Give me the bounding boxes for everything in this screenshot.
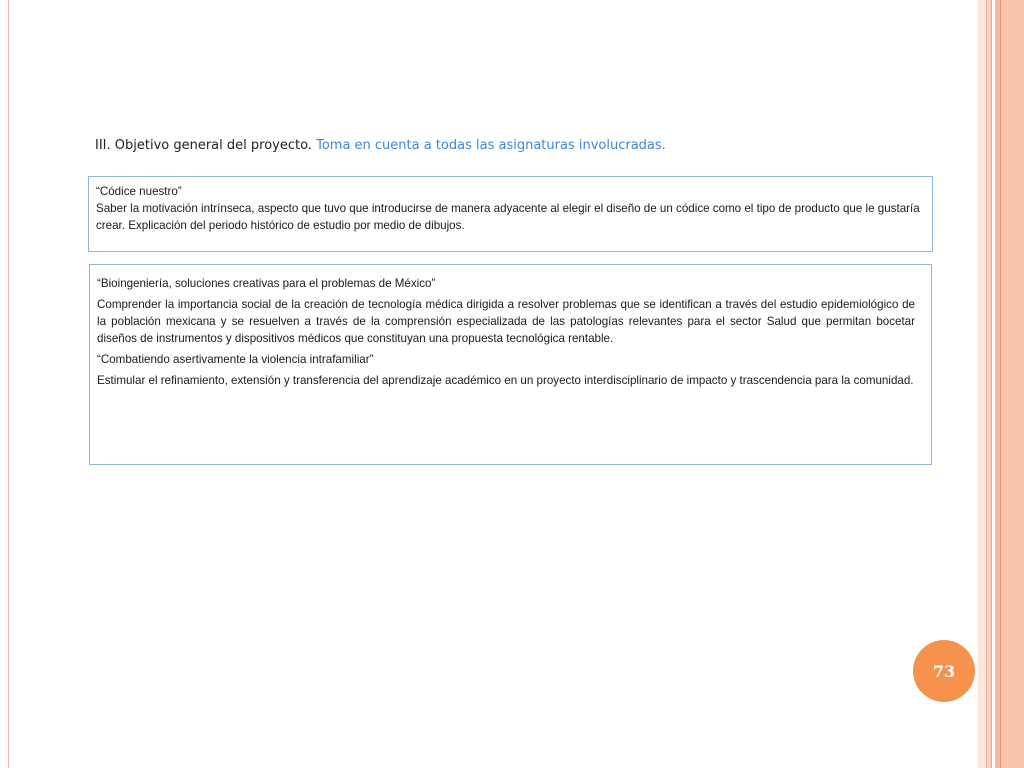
section-heading	[95, 138, 666, 153]
project-box-codice	[88, 176, 933, 252]
right-decorative-bands	[978, 0, 1024, 768]
project-description: Estimular el refinamiento, extensión y transferencia del aprendizaje académico en un proyecto interdisciplinario de impacto y trascendencia para la comunidad.	[97, 374, 914, 387]
project-title: “Bioingeniería, soluciones creativas para el problemas de México”	[97, 277, 436, 290]
heading-main-text: III. Objetivo general del proyecto.	[95, 138, 312, 153]
project-description: Comprender la importancia social de la creación de tecnología médica dirigida a resolver problemas que se identifican a través del estudio epidemiológico de la población mexicana y se resuelven a través de la comprensión especializada de las patologías relevantes para el sector Salud que permitan bocetar diseños de instrumentos y dispositivos médicos que constituyan una propuesta tecnológica rentable.	[97, 298, 915, 345]
project-description: Saber la motivación intrínseca, aspecto que tuvo que introducirse de manera adyacente al elegir el diseño de un códice como el tipo de producto que le gustaría crear. Explicación del periodo histórico de estudio por medio de dibujos.	[96, 202, 920, 232]
project-title: “Códice nuestro”	[96, 185, 182, 198]
heading-accent-text: Toma en cuenta a todas las asignaturas involucradas.	[316, 138, 666, 153]
page-number-badge: 73	[913, 640, 975, 702]
project-title: “Combatiendo asertivamente la violencia intrafamiliar”	[97, 353, 374, 366]
left-border-line	[8, 0, 9, 768]
project-box-bioingenieria	[89, 264, 932, 465]
